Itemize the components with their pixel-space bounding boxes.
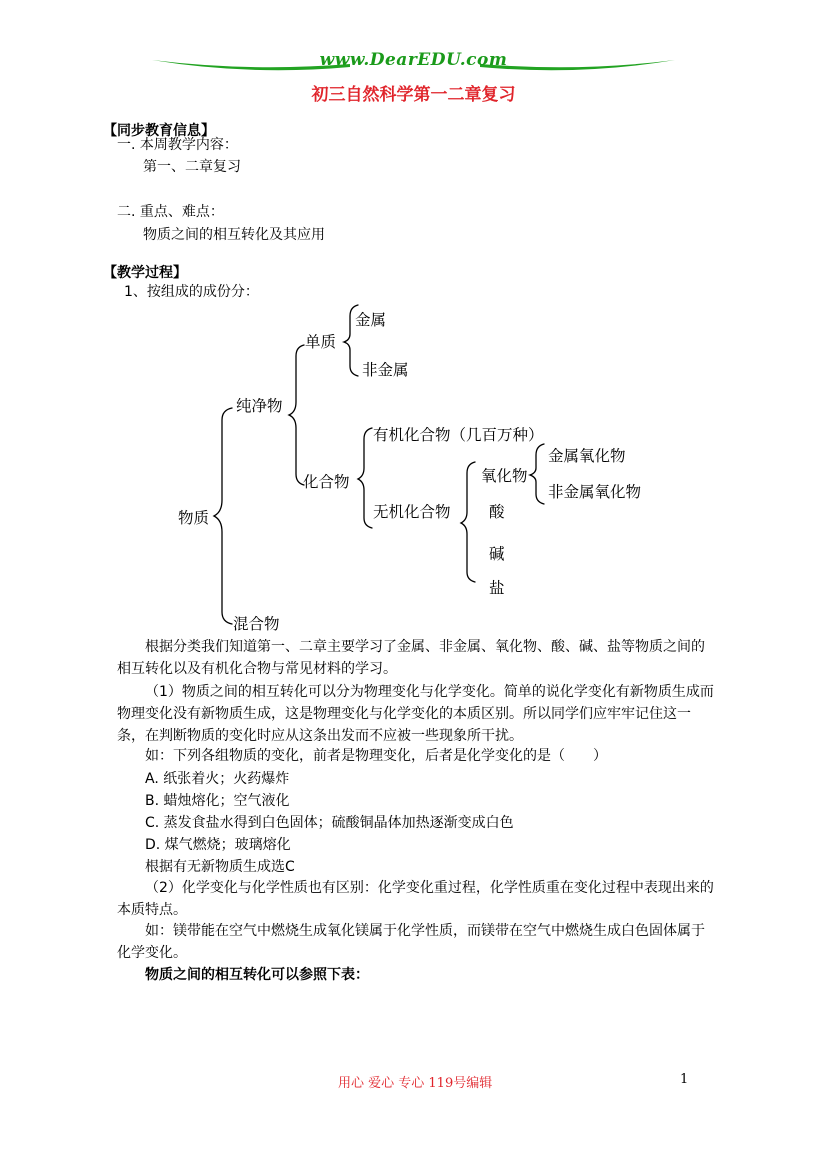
- item-key-points-label: 二. 重点、难点：: [117, 204, 224, 220]
- site-banner: www.DearEDU.com: [319, 50, 508, 70]
- item-week-content-text: 第一、二章复习: [143, 159, 241, 175]
- tree-root-matter: 物质: [178, 509, 210, 527]
- example-question: 如：下列各组物质的变化，前者是物理变化，后者是化学变化的是（ ）: [145, 748, 607, 764]
- brace-root: [214, 408, 232, 624]
- paragraph-magnesium-example: 如：镁带能在空气中燃烧生成氧化镁属于化学性质，而镁带在空气中燃烧生成白色固体属于化学变化。: [117, 923, 705, 961]
- tree-node-metal: 金属: [355, 311, 387, 329]
- tree-node-base: 碱: [489, 545, 505, 563]
- step-one-text: 1、按组成的成份分：: [124, 284, 259, 300]
- tree-node-nonmetal-oxide: 非金属氧化物: [548, 483, 642, 501]
- option-d: D. 煤气燃烧；玻璃熔化: [145, 837, 291, 853]
- item-week-content-label: 一. 本周教学内容：: [117, 137, 238, 153]
- tree-node-element: 单质: [305, 333, 337, 351]
- tree-node-organic: 有机化合物（几百万种）: [373, 426, 544, 444]
- footer-text: 用心 爱心 专心 119号编辑: [338, 1076, 493, 1091]
- brace-pure: [289, 345, 304, 485]
- paragraph-summary: 根据分类我们知道第一、二章主要学习了金属、非金属、氧化物、酸、碱、盐等物质之间的相互转化以及有机化合物与常见材料的学习。: [117, 639, 705, 677]
- tree-node-mixture: 混合物: [233, 615, 280, 633]
- tree-node-compound: 化合物: [303, 473, 350, 491]
- option-b: B. 蜡烛熔化；空气液化: [145, 793, 290, 809]
- page-title: 初三自然科学第一二章复习: [311, 85, 516, 105]
- brace-oxide: [530, 444, 544, 504]
- tree-node-salt: 盐: [489, 579, 505, 597]
- option-c: C. 蒸发食盐水得到白色固体；硫酸铜晶体加热逐渐变成白色: [145, 815, 514, 831]
- page-number: 1: [680, 1072, 689, 1087]
- option-a: A. 纸张着火；火药爆炸: [145, 771, 290, 787]
- answer-text: 根据有无新物质生成选C: [145, 859, 295, 875]
- item-key-points-text: 物质之间的相互转化及其应用: [143, 227, 325, 243]
- paragraph-change-types: （1）物质之间的相互转化可以分为物理变化与化学变化。简单的说化学变化有新物质生成而物理变化没有新物质生成，这是物理变化与化学变化的本质区别。所以同学们应牢牢记住这一条，在判断物质的变化时应从这条出发而不应被一些现象所干扰。: [117, 684, 714, 744]
- tree-node-acid: 酸: [489, 503, 505, 521]
- tree-node-pure-substance: 纯净物: [236, 397, 283, 415]
- brace-inorganic: [461, 462, 475, 582]
- tree-node-inorganic: 无机化合物: [373, 503, 451, 521]
- section-heading-process: 【教学过程】: [103, 265, 187, 281]
- tree-node-metal-oxide: 金属氧化物: [548, 447, 626, 465]
- paragraph-table-intro: 物质之间的相互转化可以参照下表：: [145, 967, 369, 983]
- brace-compound: [358, 428, 372, 528]
- tree-node-nonmetal: 非金属: [362, 361, 409, 379]
- paragraph-change-vs-property: （2）化学变化与化学性质也有区别：化学变化重过程，化学性质重在变化过程中表现出来的本质特点。: [117, 880, 714, 918]
- section-heading-sync: 【同步教育信息】: [103, 123, 215, 139]
- tree-node-oxide: 氧化物: [481, 467, 528, 485]
